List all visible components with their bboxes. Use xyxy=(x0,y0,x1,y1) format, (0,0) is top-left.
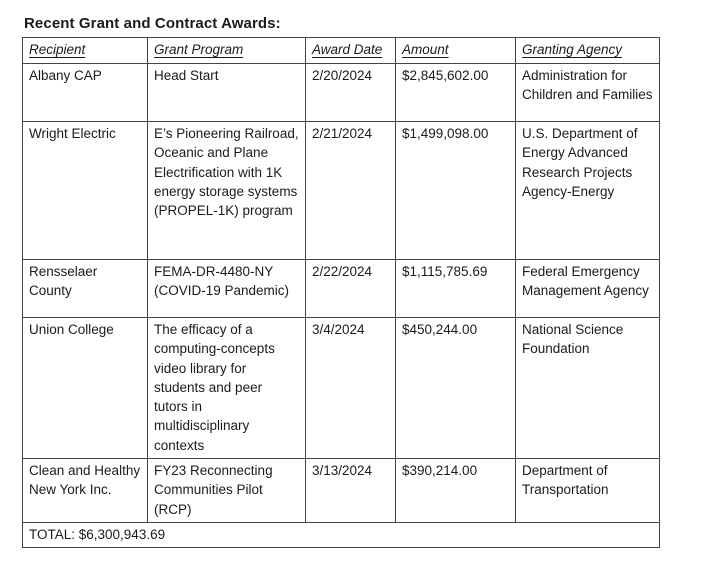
cell-grant-program: The efficacy of a computing-concepts video library for students and peer tutors in multidisciplinary contexts xyxy=(148,318,306,459)
cell-granting-agency: National Science Foundation xyxy=(516,318,660,459)
table-title: Recent Grant and Contract Awards: xyxy=(24,15,281,32)
cell-amount: $390,214.00 xyxy=(396,459,516,523)
total-row xyxy=(23,522,660,547)
table-row xyxy=(23,122,660,260)
cell-recipient: Clean and Healthy New York Inc. xyxy=(23,459,148,523)
cell-recipient: Rensselaer County xyxy=(23,260,148,318)
cell-grant-program: Head Start xyxy=(148,64,306,122)
cell-award-date: 3/13/2024 xyxy=(306,459,396,523)
cell-grant-program: FEMA-DR-4480-NY (COVID-19 Pandemic) xyxy=(148,260,306,318)
column-header-granting-agency: Granting Agency xyxy=(516,38,660,64)
cell-granting-agency: U.S. Department of Energy Advanced Research Projects Agency-Energy xyxy=(516,122,660,260)
table-row xyxy=(23,64,660,122)
cell-amount: $1,499,098.00 xyxy=(396,122,516,260)
cell-award-date: 3/4/2024 xyxy=(306,318,396,459)
column-header-amount: Amount xyxy=(396,38,516,64)
cell-grant-program: E’s Pioneering Railroad, Oceanic and Plane Electrification with 1K energy storage systems (PROPEL-1K) program xyxy=(148,122,306,260)
awards-table xyxy=(22,37,660,548)
column-header-recipient: Recipient xyxy=(23,38,148,64)
table-header-row xyxy=(23,38,660,64)
column-header-grant-program: Grant Program xyxy=(148,38,306,64)
cell-amount: $1,115,785.69 xyxy=(396,260,516,318)
cell-granting-agency: Department of Transportation xyxy=(516,459,660,523)
total-amount: TOTAL: $6,300,943.69 xyxy=(23,522,660,547)
table-body xyxy=(23,64,660,523)
table-row xyxy=(23,260,660,318)
cell-award-date: 2/21/2024 xyxy=(306,122,396,260)
cell-recipient: Union College xyxy=(23,318,148,459)
cell-recipient: Albany CAP xyxy=(23,64,148,122)
cell-granting-agency: Administration for Children and Families xyxy=(516,64,660,122)
cell-award-date: 2/22/2024 xyxy=(306,260,396,318)
cell-granting-agency: Federal Emergency Management Agency xyxy=(516,260,660,318)
cell-grant-program: FY23 Reconnecting Communities Pilot (RCP) xyxy=(148,459,306,523)
document-page xyxy=(0,15,708,573)
cell-recipient: Wright Electric xyxy=(23,122,148,260)
table-row xyxy=(23,459,660,523)
cell-amount: $2,845,602.00 xyxy=(396,64,516,122)
column-header-award-date: Award Date xyxy=(306,38,396,64)
cell-award-date: 2/20/2024 xyxy=(306,64,396,122)
cell-amount: $450,244.00 xyxy=(396,318,516,459)
table-footer xyxy=(23,522,660,547)
table-row xyxy=(23,318,660,459)
